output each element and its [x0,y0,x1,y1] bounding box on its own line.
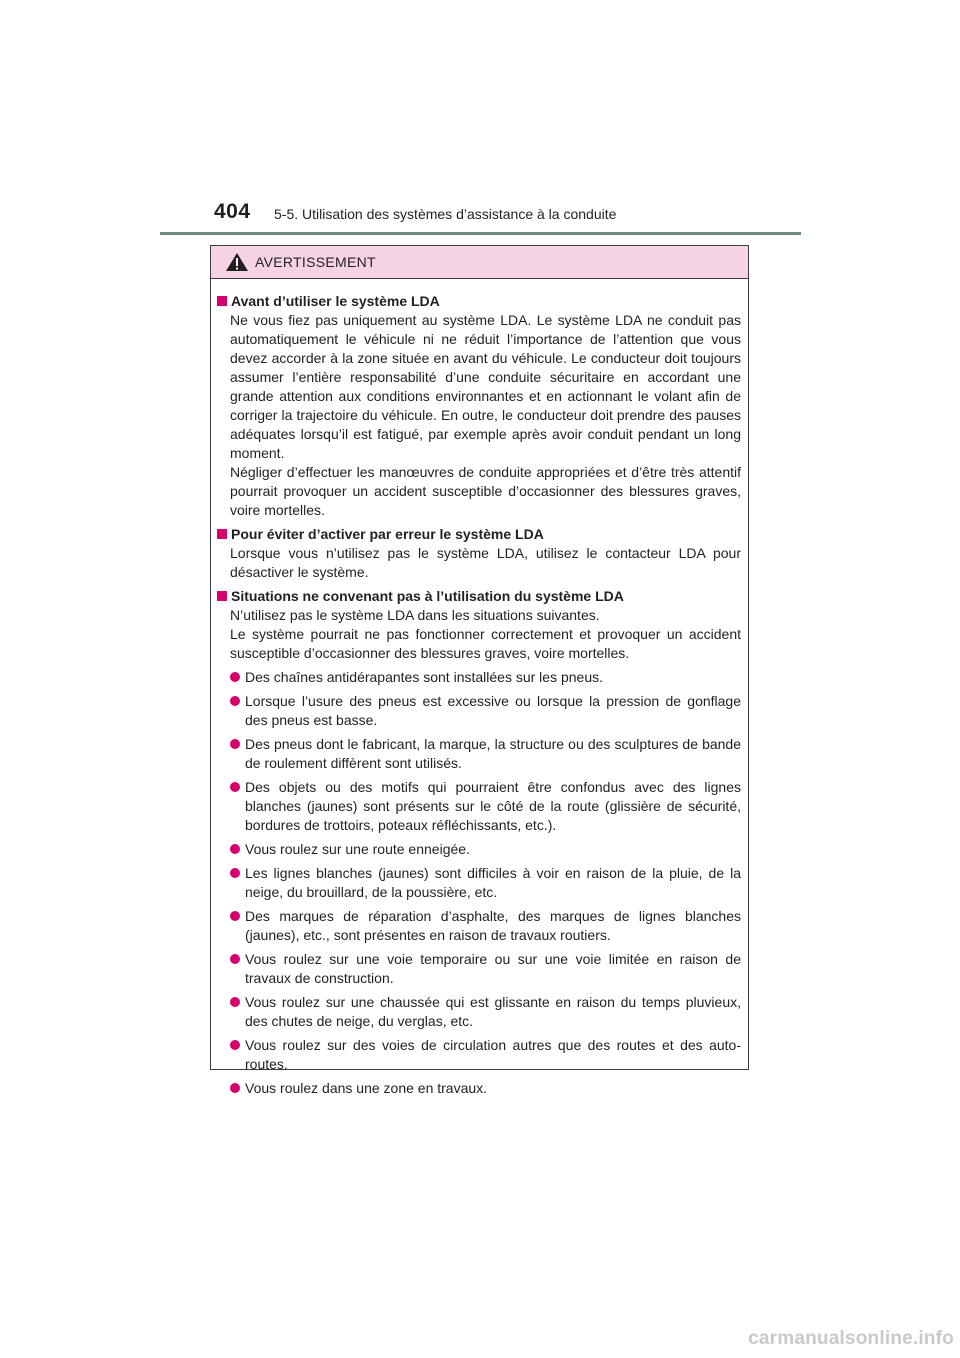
dot-bullet-icon [230,868,240,878]
section-heading: Situations ne convenant pas à l’utilisation du système LDA [217,587,741,606]
section-avoid-activation [217,525,741,582]
list-item: Vous roulez dans une zone en travaux. [217,1079,741,1098]
warning-triangle-icon [225,252,249,272]
list-item: Des objets ou des motifs qui pourraient être confondus avec des lignes blanches (jaunes) sont présents sur le côté de la route (glissière de sécurité, bordures de trottoirs, poteaux réfléchissants, etc.). [217,778,741,835]
warning-title: AVERTISSEMENT [255,254,376,270]
section-title: 5-5. Utilisation des systèmes d’assistance à la conduite [274,206,617,222]
page-number: 404 [214,200,251,223]
dot-bullet-icon [230,739,240,749]
square-bullet-icon [217,591,227,601]
warning-body [211,279,748,1098]
header-rule [160,232,801,235]
watermark-link[interactable]: carmanualsonline.info [748,1328,954,1349]
section-heading: Pour éviter d’activer par erreur le système LDA [217,525,741,544]
section-before-use [217,292,741,520]
dot-bullet-icon [230,672,240,682]
dot-bullet-icon [230,782,240,792]
section-paragraph: N’utilisez pas le système LDA dans les situations suivantes. Le système pourrait ne pas fonctionner correctement et provoquer un accident susceptible d’occasionner des blessures graves, voire mortelles. [230,607,741,661]
square-bullet-icon [217,529,227,539]
dot-bullet-icon [230,954,240,964]
list-item: Des chaînes antidérapantes sont installées sur les pneus. [217,668,741,687]
dot-bullet-icon [230,844,240,854]
list-item: Vous roulez sur une voie temporaire ou sur une voie limitée en raison de travaux de construction. [217,950,741,988]
dot-bullet-icon [230,1040,240,1050]
list-item: Des marques de réparation d’asphalte, des marques de lignes blanches (jaunes), etc., sont présentes en raison de travaux routiers. [217,907,741,945]
page-header [0,0,960,240]
dot-bullet-icon [230,1083,240,1093]
list-item: Lorsque l’usure des pneus est excessive ou lorsque la pression de gonflage des pneus est basse. [217,692,741,730]
list-item: Vous roulez sur une chaussée qui est glissante en raison du temps pluvieux, des chutes de neige, du verglas, etc. [217,993,741,1031]
dot-bullet-icon [230,911,240,921]
square-bullet-icon [217,296,227,306]
list-item: Les lignes blanches (jaunes) sont difficiles à voir en raison de la pluie, de la neige, du brouillard, de la poussière, etc. [217,864,741,902]
list-item: Vous roulez sur une route enneigée. [217,840,741,859]
warning-header [211,246,748,279]
list-item: Des pneus dont le fabricant, la marque, la structure ou des sculptures de bande de roulement diffèrent sont utilisés. [217,735,741,773]
list-item: Vous roulez sur des voies de circulation autres que des routes et des autoroutes. [217,1036,741,1074]
section-paragraph: Lorsque vous n’utilisez pas le système LDA, utilisez le contacteur LDA pour désactiver le système. [230,545,741,580]
dot-bullet-icon [230,997,240,1007]
warning-box [210,245,749,1096]
section-paragraph: Ne vous fiez pas uniquement au système LDA. Le système LDA ne conduit pas automatiquement le véhicule ni ne réduit l’importance de l’attention que vous devez accorder à la zone située en avant du véhicule. Le conducteur doit toujours assumer l’entière responsabilité d’une conduite sécuritaire en accordant une grande attention aux conditions environnantes et en actionnant le volant afin de corriger la trajectoire du véhicule. En outre, le conducteur doit prendre des pauses adéquates lorsqu’il est fatigué, par exemple après avoir conduit pendant un long moment. Négliger d’effectuer les manœuvres de conduite appropriées et d’être très attentif pourrait provoquer un accident susceptible d’occasionner des blessures graves, voire mortelles. [230,312,741,518]
dot-bullet-icon [230,696,240,706]
section-heading: Avant d’utiliser le système LDA [217,292,741,311]
section-unsuitable-situations [217,587,741,1098]
